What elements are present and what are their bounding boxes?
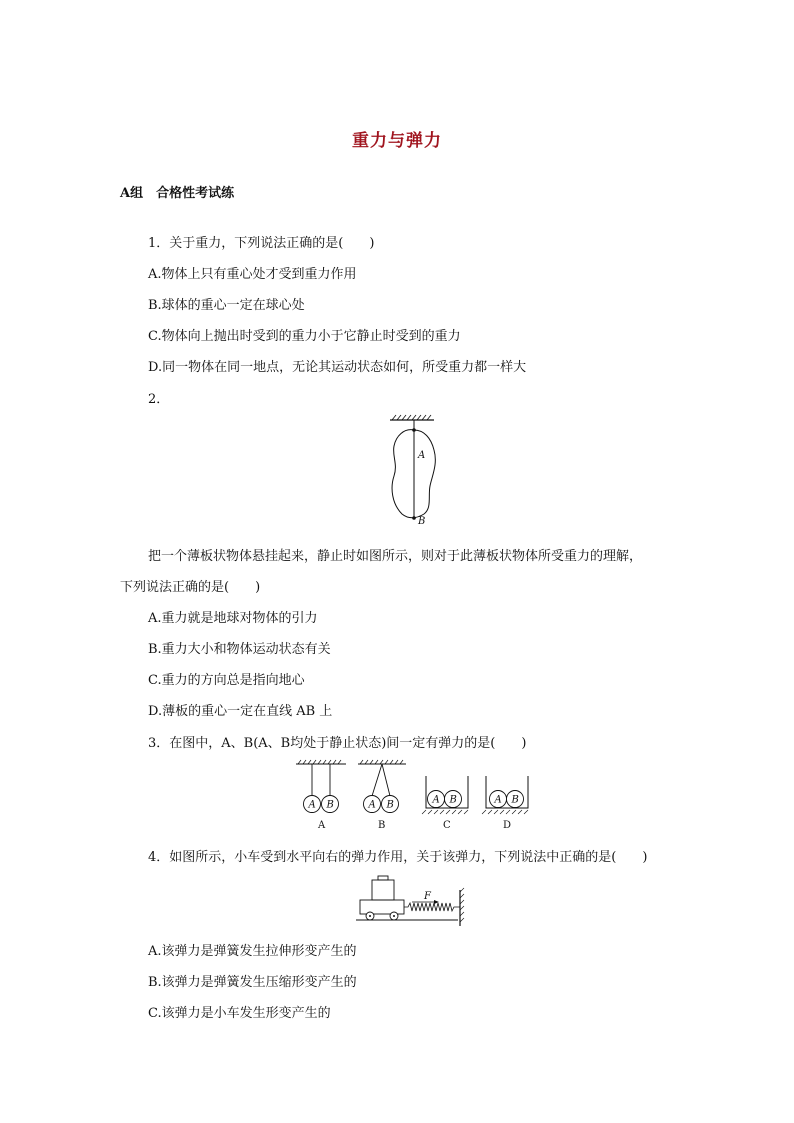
q2-option-c: C.重力的方向总是指向地心 xyxy=(148,673,305,688)
q3-d-ball-b: B xyxy=(511,794,519,806)
q4-option-b: B.该弹力是弹簧发生压缩形变产生的 xyxy=(148,975,357,990)
q2-figure-label-a: A xyxy=(418,450,426,461)
q3-c-ball-a: A xyxy=(432,794,440,806)
q2-option-a: A.重力就是地球对物体的引力 xyxy=(148,611,318,626)
q1-option-d: D.同一物体在同一地点，无论其运动状态如何，所受重力都一样大 xyxy=(148,360,527,375)
q3-b-ball-b: B xyxy=(386,799,394,811)
q3-setup-b xyxy=(358,760,406,831)
q2-stem-line2: 下列说法正确的是( ) xyxy=(120,580,261,595)
q3-setup-a xyxy=(296,760,346,831)
q2-number: 2． xyxy=(148,392,170,407)
q1-option-b: B.球体的重心一定在球心处 xyxy=(148,298,305,313)
q3-figure-four-setups xyxy=(292,760,542,835)
q3-caption-d: D xyxy=(503,820,512,831)
q2-figure-label-b: B xyxy=(418,516,426,527)
q1-option-c: C.物体向上抛出时受到的重力小于它静止时受到的重力 xyxy=(148,329,461,344)
q3-setup-c xyxy=(422,776,468,831)
q3-setup-d xyxy=(482,776,528,831)
q4-option-a: A.该弹力是弹簧发生拉伸形变产生的 xyxy=(148,944,357,959)
q1-stem: 1．关于重力，下列说法正确的是( ) xyxy=(148,236,375,251)
q3-caption-c: C xyxy=(443,820,451,831)
q3-b-ball-a: A xyxy=(368,799,376,811)
q3-a-ball-b: B xyxy=(326,799,334,811)
q2-option-d: D.薄板的重心一定在直线 AB 上 xyxy=(148,704,333,719)
q2-stem-line1: 把一个薄板状物体悬挂起来，静止时如图所示，则对于此薄板状物体所受重力的理解， xyxy=(148,549,643,564)
q4-option-c: C.该弹力是小车发生形变产生的 xyxy=(148,1006,331,1021)
section-heading: A组 合格性考试练 xyxy=(120,186,235,201)
q4-figure-force-label: F xyxy=(424,891,431,902)
page-title: 重力与弹力 xyxy=(352,131,442,151)
q3-c-ball-b: B xyxy=(449,794,457,806)
q2-option-b: B.重力大小和物体运动状态有关 xyxy=(148,642,331,657)
q1-option-a: A.物体上只有重心处才受到重力作用 xyxy=(148,267,357,282)
q3-caption-a: A xyxy=(318,820,326,831)
q3-stem: 3．在图中，A、B(A、B均处于静止状态)间一定有弹力的是( ) xyxy=(148,736,527,751)
q3-a-ball-a: A xyxy=(308,799,316,811)
q4-figure-cart-spring xyxy=(356,872,468,928)
q2-figure-hanging-plate xyxy=(380,418,450,530)
q3-d-ball-a: A xyxy=(494,794,502,806)
q4-stem: 4．如图所示，小车受到水平向右的弹力作用，关于该弹力，下列说法中正确的是( ) xyxy=(148,850,648,865)
q3-caption-b: B xyxy=(378,820,386,831)
